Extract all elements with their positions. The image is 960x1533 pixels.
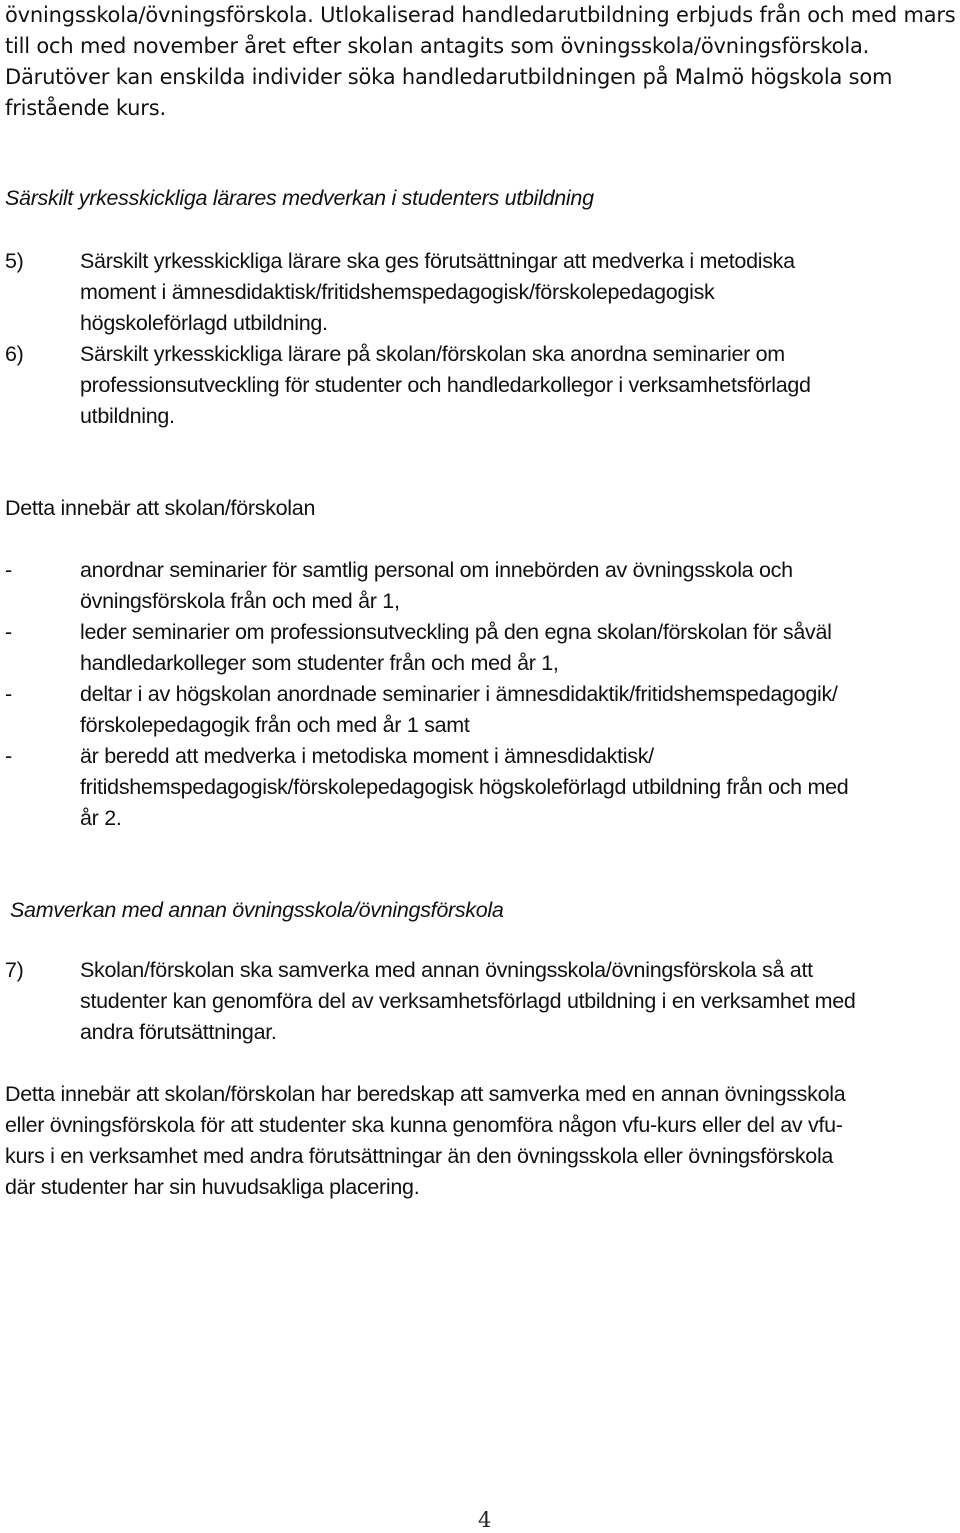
- item-line: moment i ämnesdidaktisk/fritidshemspedagogisk/förskolepedagogisk: [80, 280, 715, 304]
- numbered-item-5: [5, 246, 960, 339]
- item-line: högskoleförlagd utbildning.: [80, 311, 328, 335]
- intro-line: till och med november året efter skolan antagits som övningsskola/övningsförskola.: [5, 34, 870, 58]
- item-line: Särskilt yrkesskickliga lärare ska ges förutsättningar att medverka i metodiska: [80, 249, 795, 273]
- intro-line: övningsskola/övningsförskola. Utlokaliserad handledarutbildning erbjuds från och med mars: [5, 3, 956, 27]
- intro-paragraph: [5, 0, 955, 124]
- item-line: Skolan/förskolan ska samverka med annan övningsskola/övningsförskola så att: [80, 958, 813, 982]
- item-number: 6): [5, 342, 24, 366]
- item-line: deltar i av högskolan anordnade seminarier i ämnesdidaktik/fritidshemspedagogik/: [80, 682, 838, 706]
- intro-line: Därutöver kan enskilda individer söka handledarutbildningen på Malmö högskola som: [5, 65, 893, 89]
- item-line: fritidshemspedagogisk/förskolepedagogisk högskoleförlagd utbildning från och med: [80, 775, 849, 799]
- collaboration-paragraph: [5, 1079, 960, 1203]
- item-line: förskolepedagogik från och med år 1 samt: [80, 713, 470, 737]
- implication-intro: [5, 493, 960, 524]
- item-line: anordnar seminarier för samtlig personal om innebörden av övningsskola och: [80, 558, 793, 582]
- item-line: andra förutsättningar.: [80, 1020, 277, 1044]
- item-line: Särskilt yrkesskickliga lärare på skolan/förskolan ska anordna seminarier om: [80, 342, 785, 366]
- section-heading-teachers: Särskilt yrkesskickliga lärares medverkan i studenters utbildning: [5, 186, 594, 210]
- paragraph-line: eller övningsförskola för att studenter ska kunna genomföra någon vfu-kurs eller del av vfu-: [5, 1113, 843, 1137]
- dash-marker: -: [5, 620, 12, 644]
- section-heading-collaboration: Samverkan med annan övningsskola/övningsförskola: [10, 898, 504, 922]
- numbered-item-7: [5, 955, 960, 1048]
- dash-list-item: [5, 617, 960, 679]
- item-number: 7): [5, 958, 24, 982]
- item-line: är beredd att medverka i metodiska moment i ämnesdidaktisk/: [80, 744, 654, 768]
- page-number: 4: [478, 1508, 492, 1532]
- paragraph-line: Detta innebär att skolan/förskolan: [5, 496, 316, 520]
- intro-line: fristående kurs.: [5, 96, 166, 120]
- dash-list-item: [5, 741, 960, 834]
- dash-list-item: [5, 555, 960, 617]
- paragraph-line: kurs i en verksamhet med andra förutsättningar än den övningsskola eller övningsförskola: [5, 1144, 834, 1168]
- dash-list-item: [5, 679, 960, 741]
- item-line: leder seminarier om professionsutveckling på den egna skolan/förskolan för såväl: [80, 620, 832, 644]
- item-line: år 2.: [80, 806, 122, 830]
- item-line: övningsförskola från och med år 1,: [80, 589, 400, 613]
- paragraph-line: Detta innebär att skolan/förskolan har beredskap att samverka med en annan övningsskola: [5, 1082, 846, 1106]
- numbered-item-6: [5, 339, 960, 432]
- dash-marker: -: [5, 558, 12, 582]
- dash-marker: -: [5, 744, 12, 768]
- item-line: handledarkolleger som studenter från och med år 1,: [80, 651, 559, 675]
- item-number: 5): [5, 249, 24, 273]
- item-line: utbildning.: [80, 404, 175, 428]
- paragraph-line: där studenter har sin huvudsakliga placering.: [5, 1175, 420, 1199]
- item-line: professionsutveckling för studenter och handledarkollegor i verksamhetsförlagd: [80, 373, 811, 397]
- dash-marker: -: [5, 682, 12, 706]
- item-line: studenter kan genomföra del av verksamhetsförlagd utbildning i en verksamhet med: [80, 989, 856, 1013]
